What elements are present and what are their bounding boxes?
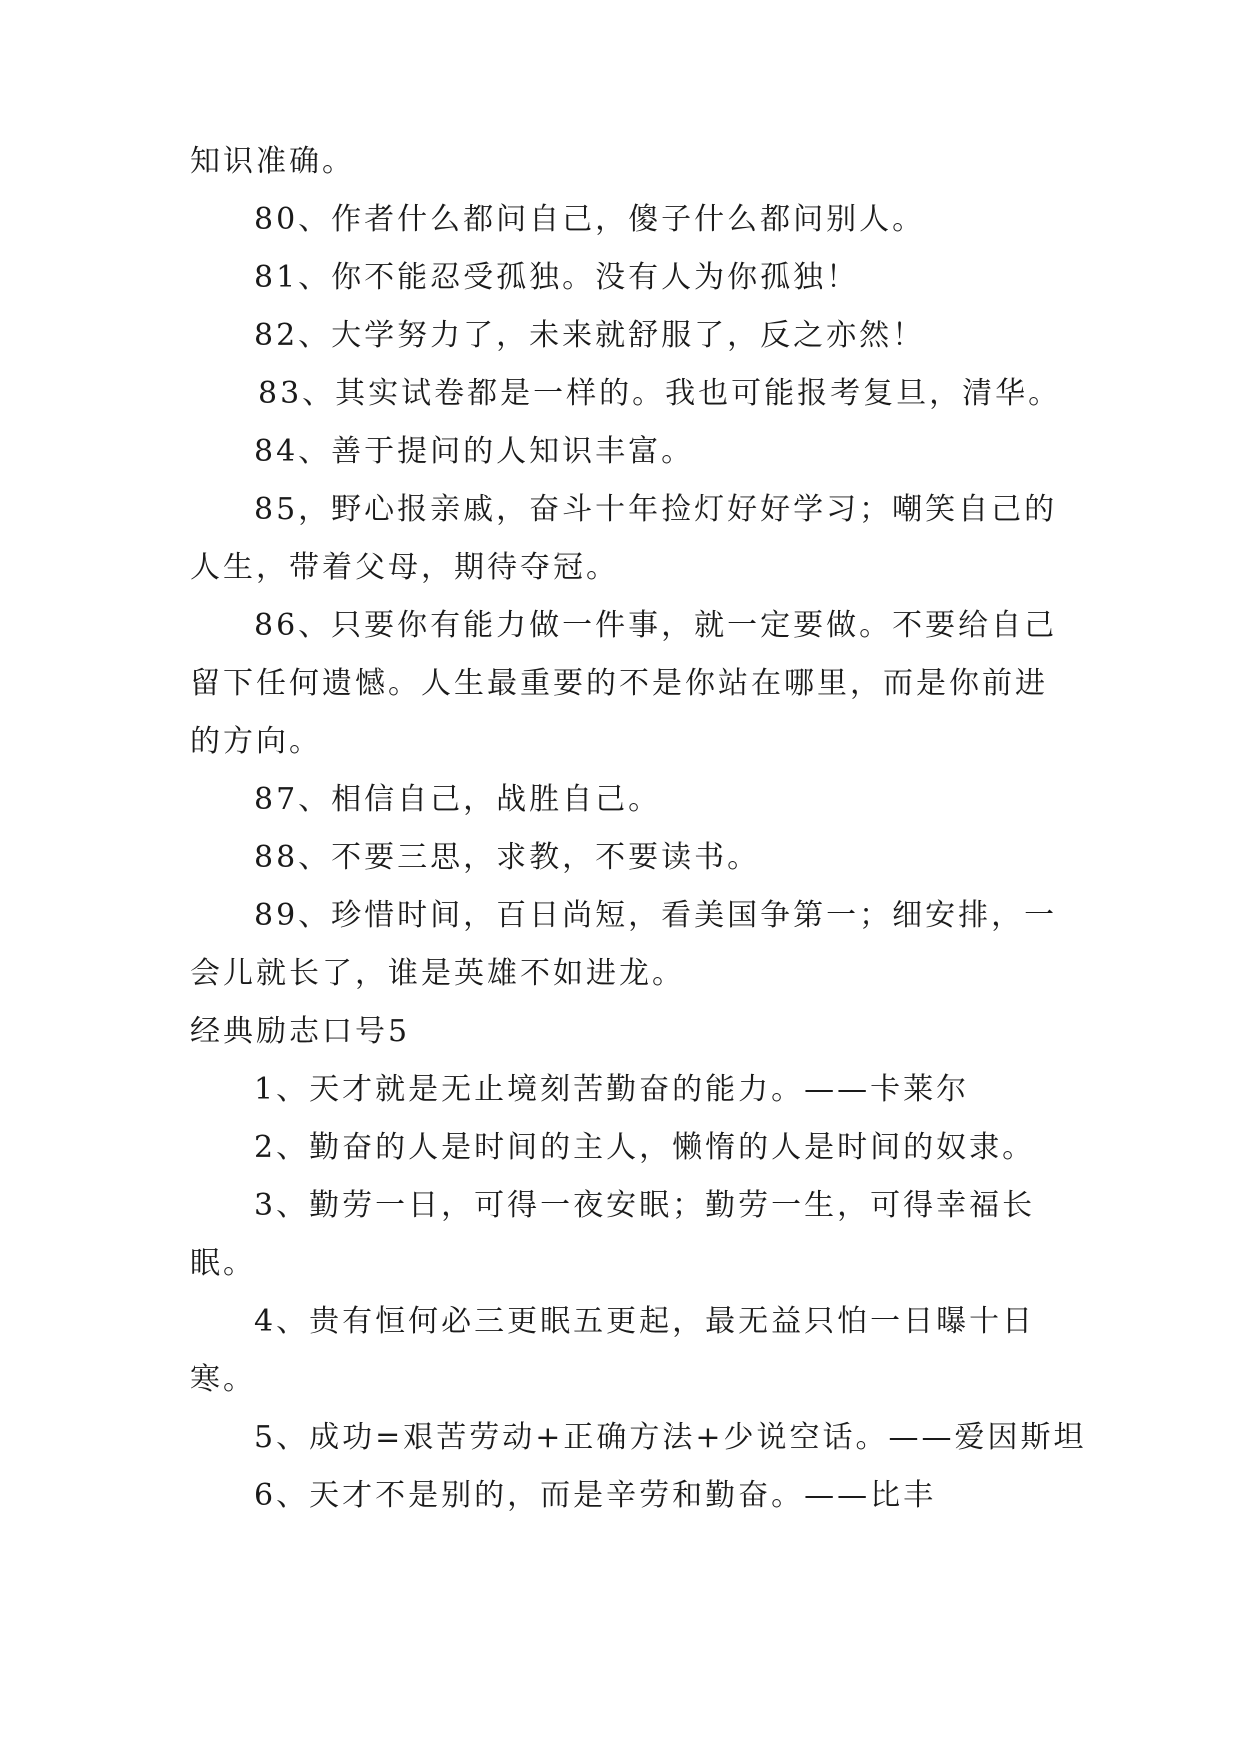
quote-item-88: 88、不要三思，求教，不要读书。	[254, 840, 761, 875]
quote-item-4-continuation: 寒。	[190, 1362, 256, 1397]
quote-item-86: 86、只要你有能力做一件事，就一定要做。不要给自己	[254, 608, 1058, 643]
quote-item-5: 5、成功=艰苦劳动+正确方法+少说空话。——爱因斯坦	[254, 1420, 1087, 1455]
section-heading: 经典励志口号5	[190, 1014, 411, 1049]
quote-item-3-continuation: 眠。	[190, 1246, 256, 1281]
quote-item-85: 85，野心报亲戚，奋斗十年捡灯好好学习；嘲笑自己的	[254, 492, 1058, 527]
quote-item-3: 3、勤劳一日，可得一夜安眠；勤劳一生，可得幸福长	[254, 1188, 1036, 1223]
quote-item-82: 82、大学努力了，未来就舒服了，反之亦然！	[254, 318, 926, 353]
text-line-continuation: 知识准确。	[190, 144, 355, 179]
quote-item-80: 80、作者什么都问自己，傻子什么都问别人。	[254, 202, 926, 237]
quote-item-4: 4、贵有恒何必三更眠五更起，最无益只怕一日曝十日	[254, 1304, 1036, 1339]
quote-item-85-continuation: 人生，带着父母，期待夺冠。	[190, 550, 619, 585]
quote-item-86-continuation-2: 的方向。	[190, 724, 322, 759]
quote-item-89: 89、珍惜时间，百日尚短，看美国争第一；细安排，一	[254, 898, 1058, 933]
quote-item-6: 6、天才不是别的，而是辛劳和勤奋。——比丰	[254, 1478, 937, 1513]
quote-item-2: 2、勤奋的人是时间的主人，懒惰的人是时间的奴隶。	[254, 1130, 1036, 1165]
quote-item-86-continuation-1: 留下任何遗憾。人生最重要的不是你站在哪里，而是你前进	[190, 666, 1048, 701]
quote-item-87: 87、相信自己，战胜自己。	[254, 782, 662, 817]
quote-item-1: 1、天才就是无止境刻苦勤奋的能力。——卡莱尔	[254, 1072, 970, 1107]
quote-item-81: 81、你不能忍受孤独。没有人为你孤独！	[254, 260, 860, 295]
quote-item-84: 84、善于提问的人知识丰富。	[254, 434, 695, 469]
quote-item-83: 83、其实试卷都是一样的。我也可能报考复旦，清华。	[258, 376, 1062, 411]
quote-item-89-continuation: 会儿就长了，谁是英雄不如进龙。	[190, 956, 685, 991]
